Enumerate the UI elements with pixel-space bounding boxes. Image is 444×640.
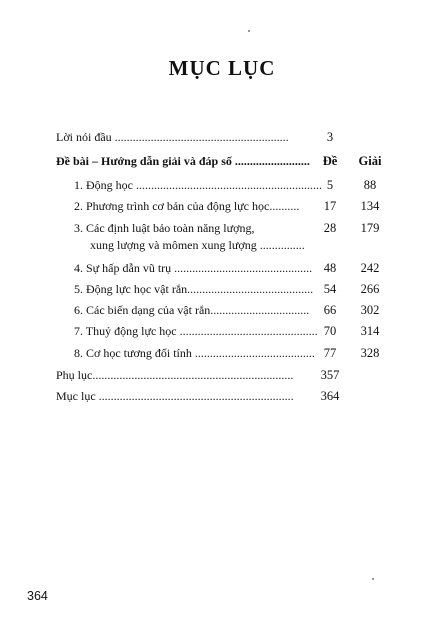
toc-page-solution: 302	[360, 303, 380, 317]
toc-page-problem: 28	[323, 221, 337, 235]
toc-page-problem: 5	[326, 178, 334, 192]
toc-page-solution: 328	[360, 346, 380, 360]
toc-label: 5. Động lực học vật rắn..........................................	[74, 282, 314, 296]
toc-page: 364	[320, 389, 340, 403]
toc-page-problem: 70	[323, 324, 337, 338]
scan-speck	[372, 578, 374, 580]
toc-page-problem: 48	[323, 261, 337, 275]
toc-page-solution: 266	[360, 282, 380, 296]
toc-page: 3	[326, 130, 334, 144]
toc-page-solution: 179	[360, 221, 380, 235]
toc-page-problem: 77	[323, 346, 337, 360]
page-title: MỤC LỤC	[168, 56, 276, 80]
toc-label: 1. Động học ..............................................................	[74, 178, 322, 192]
toc-label: 4. Sự hấp dẫn vũ trụ ..............................................	[74, 261, 313, 275]
toc-page-problem: 54	[323, 282, 337, 296]
toc-label: Lời nói đầu ..........................................................	[56, 130, 289, 144]
toc-page-solution: 88	[363, 178, 377, 192]
toc-page-solution: 242	[360, 261, 380, 275]
toc-label: Phụ lục...................................................................	[56, 368, 294, 382]
toc-page: 357	[320, 368, 340, 382]
toc-label: Mục lục .................................................................	[56, 389, 294, 403]
toc-label: 8. Cơ học tương đối tính ........................................	[74, 346, 315, 360]
toc-label: 6. Các biến dạng của vật rắn.................................	[74, 303, 310, 317]
toc-label: 2. Phương trình cơ bản của động lực học..........	[74, 199, 300, 213]
column-header-problems: Đề	[322, 154, 338, 168]
toc-label: 3. Các định luật bảo toàn năng lượng,	[74, 221, 255, 235]
toc-label: 7. Thuỷ động lực học ..............................................	[74, 324, 318, 338]
toc-page-solution: 134	[360, 199, 380, 213]
toc-label: Đề bài – Hướng dẫn giải và đáp số .........................	[56, 154, 310, 168]
toc-page-solution: 314	[360, 324, 380, 338]
column-header-solutions: Giải	[358, 154, 382, 168]
scan-speck	[248, 30, 250, 32]
page-number: 364	[27, 589, 48, 603]
toc-label-continued: xung lượng và mômen xung lượng ...............	[90, 238, 305, 252]
toc-page-problem: 66	[323, 303, 337, 317]
toc-page-problem: 17	[323, 199, 337, 213]
